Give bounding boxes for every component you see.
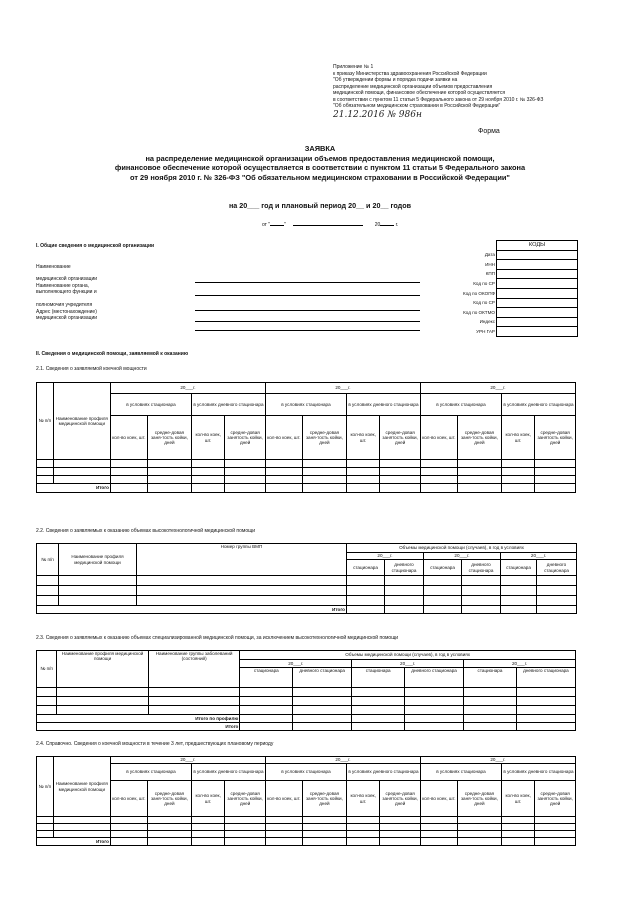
col-day: дневного стационара: [462, 560, 501, 576]
date-year: 20: [374, 222, 381, 228]
handwritten-date-signature: 21.12.2016 № 986н: [333, 110, 422, 120]
code-cell[interactable]: [497, 269, 578, 279]
table-row[interactable]: [37, 476, 576, 484]
code-label: ИНН: [485, 261, 495, 267]
total-label: Итого: [37, 723, 240, 731]
col-beds: кол-во коек, шт.: [346, 781, 379, 817]
approval-line: распределение медицинской организации объемов предоставления: [333, 83, 493, 90]
approval-block: [333, 64, 603, 110]
form-label: Форма: [478, 128, 500, 135]
col-avg: средне-довая заня-тость койки, дней: [457, 416, 501, 460]
approval-line: Приложение № 1: [333, 64, 374, 70]
table-row[interactable]: [37, 460, 576, 468]
approval-line: "Об обязательном медицинском страховании в Российской Федерации": [333, 103, 501, 109]
col-stac: стационара: [424, 560, 462, 576]
col-stac: в условиях стационара: [420, 764, 501, 781]
code-label: УРН ГАР: [476, 328, 495, 334]
col-stac: стационара: [352, 668, 405, 688]
col-avg: средне-довая заня-тость койки, дней: [302, 781, 346, 817]
col-avg: средне-довая заня-тость койки, дней: [302, 416, 346, 460]
total-label: Итого: [37, 606, 347, 614]
total-label: Итого: [37, 838, 111, 846]
col-volumes: Объемы медицинской помощи (случаев), в год в условиях: [240, 651, 576, 660]
col-year: 20___г.: [501, 553, 577, 560]
col-stac: стационара: [240, 668, 293, 688]
codes-header: КОДЫ: [497, 241, 578, 251]
col-day: дневного стационара: [385, 560, 424, 576]
col-profile: Наименование профиля медицинской помощи: [59, 544, 137, 576]
col-avg: средне-довая заня-тость койки, дней: [147, 781, 191, 817]
col-day: в условиях дневного стационара: [346, 764, 420, 781]
col-profile: Наименование профиля медицинской помощи: [53, 383, 110, 460]
date-prefix: от ": [262, 222, 271, 228]
code-cell[interactable]: [497, 308, 578, 318]
col-avg: средне-довая занятость койки, дней: [535, 781, 576, 817]
table-2-2: [36, 543, 577, 614]
date-line: [262, 222, 462, 229]
table-row[interactable]: [37, 576, 577, 586]
col-beds: кол-во коек, шт.: [191, 416, 224, 460]
col-day: в условиях дневного стационара: [191, 764, 265, 781]
col-avg: средне-довая заня-тость койки, дней: [457, 781, 501, 817]
date-suffix: г.: [395, 222, 399, 228]
table-row[interactable]: [37, 468, 576, 476]
approval-line: в соответствии с пунктом 11 статьи 5 Федерального закона от 29 ноября 2010 г. № 326-ФЗ: [333, 96, 544, 103]
table-row[interactable]: [37, 706, 576, 715]
col-stac: в условиях стационара: [420, 394, 501, 416]
col-beds: кол-во коек, шт.: [346, 416, 379, 460]
col-beds: кол-во коек, шт.: [501, 781, 534, 817]
period-line: на 20___ год и плановый период 20__ и 20__ годов: [228, 201, 412, 210]
founder-line-2[interactable]: [195, 310, 420, 311]
label-address-2: медицинской организации: [36, 315, 98, 322]
code-cell[interactable]: [497, 288, 578, 298]
col-year: 20___г.: [424, 553, 501, 560]
col-profile: Наименование профиля медицинской помощи: [53, 757, 110, 817]
code-cell[interactable]: [497, 260, 578, 270]
label-name: Наименование: [36, 264, 71, 270]
table-row[interactable]: [37, 824, 576, 831]
col-group: Наименование группы заболеваний (состояний): [148, 651, 240, 688]
col-stac: в условиях стационара: [110, 394, 191, 416]
code-cell[interactable]: [497, 327, 578, 337]
label-address: Адрес (местонахождение): [36, 309, 97, 316]
codes-table: [420, 240, 578, 337]
title-line: финансовое обеспечение которой осуществляется в соответствии с пунктом 11 статьи 5 Федерального закона: [114, 163, 526, 173]
table-2-1: [36, 382, 576, 493]
approval-line: медицинской помощи, финансовое обеспечение которой осуществляется: [333, 90, 506, 96]
table-row[interactable]: [37, 596, 577, 606]
approval-line: "Об утверждении формы и порядка подачи заявки на: [333, 77, 458, 83]
table-row[interactable]: [37, 831, 576, 838]
col-day: в условиях дневного стационара: [501, 394, 575, 416]
table-2-4: [36, 756, 576, 846]
code-label: Код по СР: [473, 300, 495, 306]
total-row: [37, 723, 576, 731]
col-beds: кол-во коек, шт.: [110, 416, 147, 460]
col-year: 20___г.: [110, 383, 265, 394]
col-year: 20___г.: [352, 660, 464, 668]
code-label: Код по ОКТМО: [463, 309, 495, 315]
table-row[interactable]: [37, 688, 576, 697]
code-label: Индекс: [479, 319, 495, 325]
total-profile-label: Итого по профилю: [37, 715, 240, 723]
col-beds: кол-во коек, шт.: [191, 781, 224, 817]
table-row[interactable]: [37, 586, 577, 596]
code-cell[interactable]: [497, 250, 578, 260]
code-cell[interactable]: [497, 279, 578, 289]
code-cell[interactable]: [497, 317, 578, 327]
col-avg: средне-довая заня-тость койки, дней: [147, 416, 191, 460]
col-day: дневного стационара: [516, 668, 575, 688]
col-year: 20___г.: [464, 660, 576, 668]
col-no: № п/п: [37, 383, 54, 460]
col-no: № п/п: [37, 651, 57, 688]
t22-caption: 2.2. Сведения о заявляемых к оказанию объемах высокотехнологичной медицинской помощи: [36, 528, 256, 534]
section1-labels: [36, 264, 186, 322]
label-founder-3: полномочия учредителя: [36, 301, 93, 308]
col-year: 20___г.: [265, 383, 420, 394]
col-day: в условиях дневного стационара: [191, 394, 265, 416]
col-stac: в условиях стационара: [265, 394, 346, 416]
title-line: от 29 ноября 2010 г. № 326-ФЗ "Об обязательном медицинском страховании в Российской Федерации": [130, 172, 510, 182]
col-avg: средне-довая занятость койки, дней: [380, 416, 421, 460]
t23-caption: 2.3. Сведения о заявляемых к оказанию объемах специализированной медицинской помощи, за исключением высокотехнологичной медицинской помощи: [36, 635, 399, 641]
title-line: на распределение медицинской организации объемов предоставления медицинской помощи,: [145, 153, 495, 163]
col-beds: кол-во коек, шт.: [501, 416, 534, 460]
col-year: 20___г.: [265, 757, 420, 764]
label-org: медицинской организации: [36, 276, 98, 283]
total-label: Итого: [37, 484, 111, 493]
col-day: в условиях дневного стационара: [501, 764, 575, 781]
col-beds: кол-во коек, шт.: [420, 416, 457, 460]
col-beds: кол-во коек, шт.: [265, 781, 302, 817]
col-stac: в условиях стационара: [265, 764, 346, 781]
col-day: в условиях дневного стационара: [346, 394, 420, 416]
total-row: [37, 484, 576, 493]
col-avg: средне-довая занятость койки, дней: [225, 781, 266, 817]
col-stac: в условиях стационара: [110, 764, 191, 781]
code-label: Код по ОКОПФ: [463, 290, 495, 296]
col-profile: Наименование профиля медицинской помощи: [57, 651, 149, 688]
col-stac: стационара: [347, 560, 385, 576]
label-founder: Наименование органа,: [36, 282, 90, 289]
col-avg: средне-довая занятость койки, дней: [225, 416, 266, 460]
title-block: [60, 144, 580, 182]
date-quote: ": [284, 222, 286, 228]
title-heading: ЗАЯВКА: [304, 144, 336, 153]
org-name-line[interactable]: [195, 282, 420, 283]
col-year: 20___г.: [240, 660, 352, 668]
col-day: дневного стационара: [293, 668, 352, 688]
code-label: КПП: [485, 271, 495, 277]
col-day: дневного стационара: [537, 560, 577, 576]
col-group: Номер группы ВМП: [137, 544, 347, 576]
table-2-3: [36, 650, 576, 731]
table-row[interactable]: [37, 817, 576, 824]
founder-line[interactable]: [195, 295, 420, 296]
col-day: дневного стационара: [405, 668, 464, 688]
code-label: Код по СР: [473, 281, 495, 287]
code-label: Дата: [484, 252, 495, 258]
section1-title: I. Общие сведения о медицинской организации: [36, 243, 155, 249]
code-cell[interactable]: [497, 298, 578, 308]
col-no: № п/п: [37, 757, 54, 817]
address-line[interactable]: [195, 321, 420, 322]
col-beds: кол-во коек, шт.: [420, 781, 457, 817]
col-avg: средне-довая занятость койки, дней: [380, 781, 421, 817]
label-founder-2: выполняющего функции и: [36, 289, 97, 296]
total-row: [37, 606, 577, 614]
total-row: [37, 838, 576, 846]
col-year: 20___г.: [347, 553, 424, 560]
col-beds: кол-во коек, шт.: [265, 416, 302, 460]
total-profile-row: [37, 715, 576, 723]
col-no: № п/п: [37, 544, 59, 576]
t21-caption: 2.1. Сведения о заявляемой коечной мощности: [36, 366, 147, 372]
table-row[interactable]: [37, 697, 576, 706]
col-year: 20___г.: [420, 383, 575, 394]
col-stac: стационара: [464, 668, 517, 688]
col-avg: средне-довая занятость койки, дней: [535, 416, 576, 460]
section2-title: II. Сведения о медицинской помощи, заявляемой к оказанию: [36, 351, 189, 357]
approval-line: к приказу Министерства здравоохранения Российской Федерации: [333, 70, 487, 77]
col-year: 20___г.: [420, 757, 575, 764]
t24-caption: 2.4. Справочно. Сведения о коечной мощности в течение 3 лет, предшествующих плановому периоду: [36, 741, 274, 747]
col-year: 20___г.: [110, 757, 265, 764]
col-volumes: Объемы медицинской помощи (случаев), в год в условиях: [347, 544, 577, 553]
col-beds: кол-во коек, шт.: [110, 781, 147, 817]
col-stac: стационара: [501, 560, 537, 576]
address-line-2[interactable]: [195, 330, 420, 331]
